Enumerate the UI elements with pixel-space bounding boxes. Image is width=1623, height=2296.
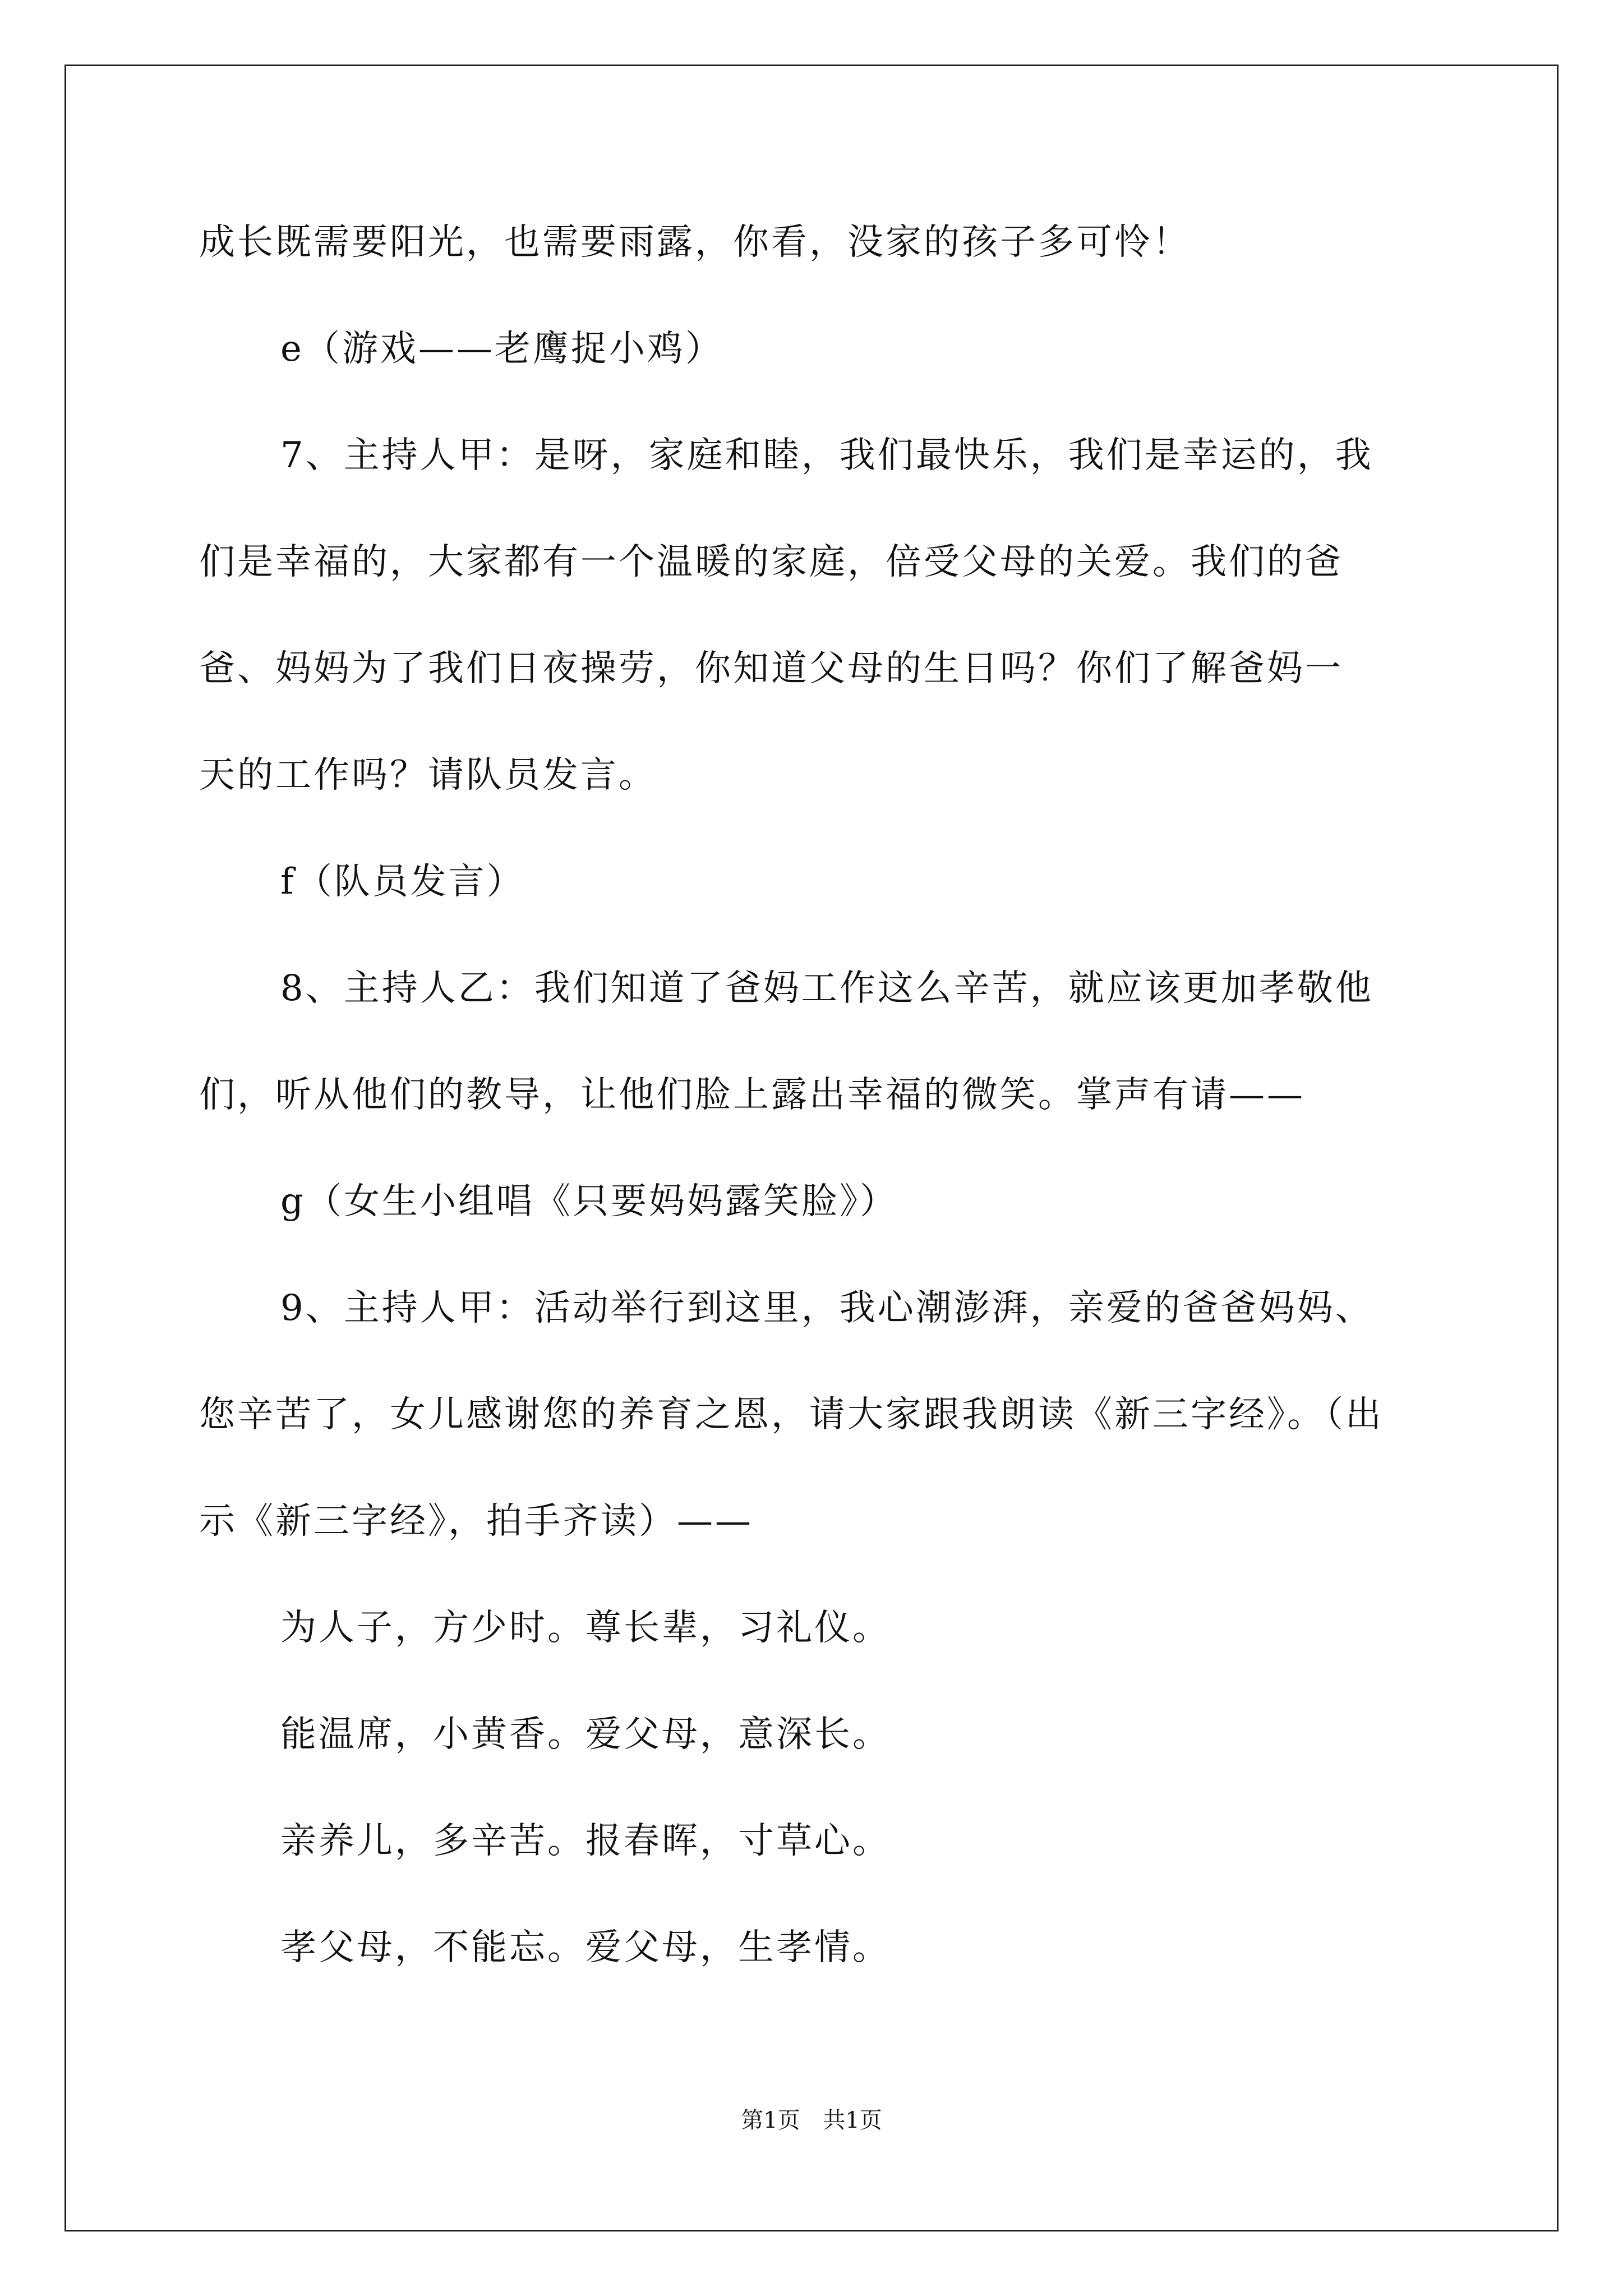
page-number: 第1页 <box>741 2108 800 2133</box>
paragraph-line: 们，听从他们的教导，让他们脸上露出幸福的微笑。掌声有请—— <box>199 1074 1305 1116</box>
paragraph-line: 爸、妈妈为了我们日夜操劳，你知道父母的生日吗？你们了解爸妈一 <box>199 648 1343 689</box>
paragraph-line: 您辛苦了，女儿感谢您的养育之恩，请大家跟我朗读《新三字经》。（出 <box>199 1394 1384 1435</box>
paragraph-line: 们是幸福的，大家都有一个温暖的家庭，倍受父母的关爱。我们的爸 <box>199 541 1343 583</box>
paragraph-line: 示《新三字经》，拍手齐读）—— <box>199 1501 753 1542</box>
verse-line: 能温席，小黄香。爱父母，意深长。 <box>280 1714 891 1755</box>
paragraph-line: e（游戏——老鹰捉小鸡） <box>280 328 723 370</box>
page-footer <box>0 2106 1623 2134</box>
verse-line: 为人子，方少时。尊长辈，习礼仪。 <box>280 1607 891 1649</box>
paragraph-line: 天的工作吗？请队员发言。 <box>199 754 657 796</box>
paragraph-line: f（队员发言） <box>280 861 525 903</box>
paragraph-line: 成长既需要阳光，也需要雨露，你看，没家的孩子多可怜！ <box>199 222 1191 263</box>
paragraph-line: g（女生小组唱《只要妈妈露笑脸》） <box>280 1181 898 1222</box>
document-body <box>199 216 1478 1975</box>
paragraph-line: 9、主持人甲：活动举行到这里，我心潮澎湃，亲爱的爸爸妈妈、 <box>280 1287 1373 1329</box>
verse-line: 亲养儿，多辛苦。报春晖，寸草心。 <box>280 1820 891 1862</box>
verse-line: 孝父母，不能忘。爱父母，生孝情。 <box>280 1927 891 1968</box>
paragraph-line: 8、主持人乙：我们知道了爸妈工作这么辛苦，就应该更加孝敬他 <box>280 968 1373 1009</box>
page-count: 共1页 <box>823 2108 882 2133</box>
paragraph-line: 7、主持人甲：是呀，家庭和睦，我们最快乐，我们是幸运的，我 <box>280 435 1373 476</box>
